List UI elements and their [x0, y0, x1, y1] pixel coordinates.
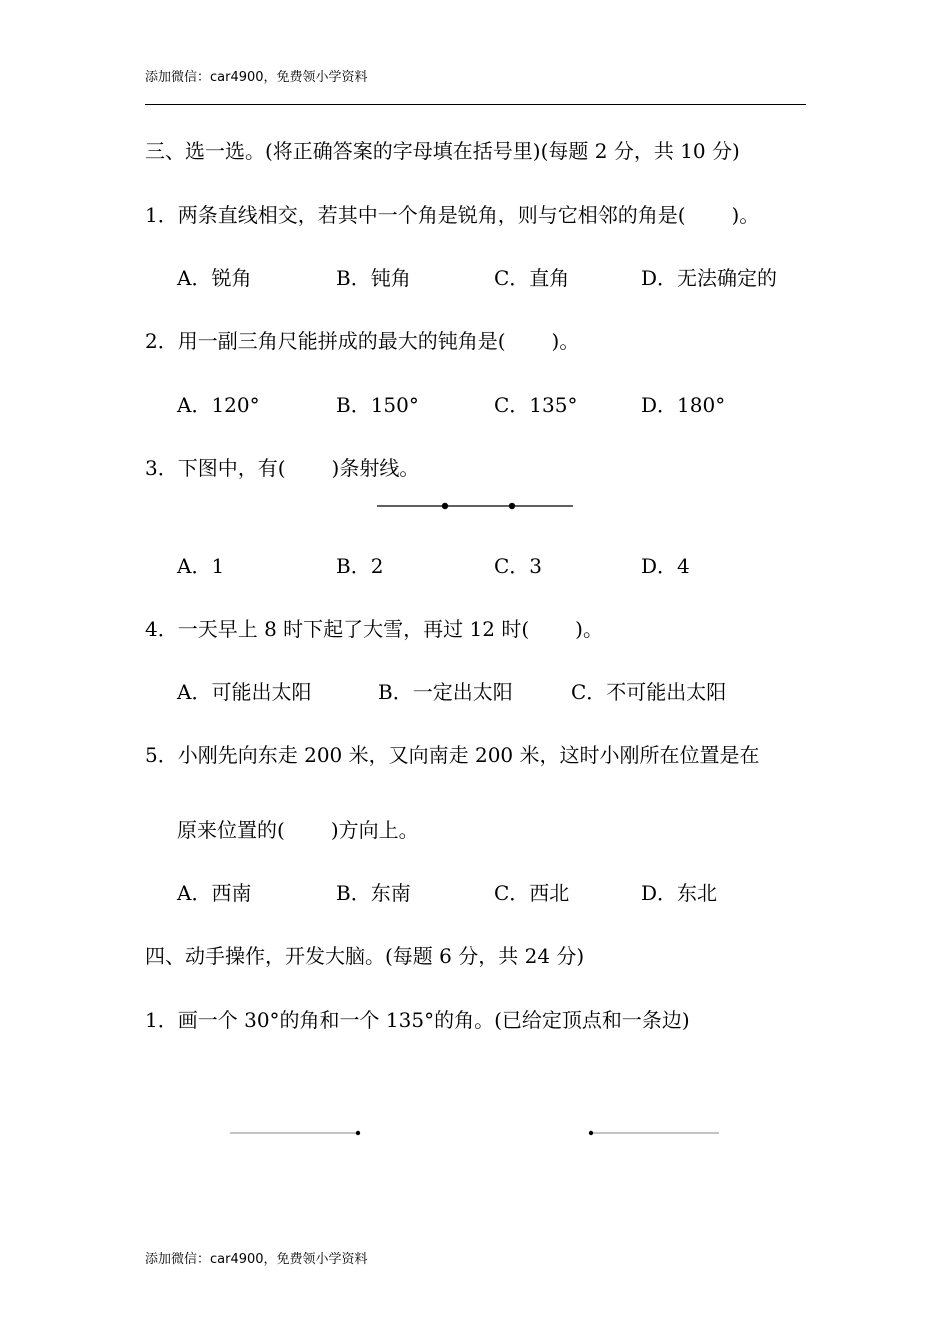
- question-number: 3．: [145, 456, 178, 480]
- question-number: 1．: [145, 203, 178, 227]
- option-a: A．可能出太阳: [177, 680, 312, 704]
- option-a: A．西南: [177, 881, 252, 905]
- angle-1-vertex: [356, 1131, 360, 1135]
- question-text-end: )。: [575, 617, 603, 641]
- option-b: B．钝角: [336, 266, 411, 290]
- question-text: 画一个 30°的角和一个 135°的角。(已给定顶点和一条边): [177, 1008, 690, 1032]
- question-text: 小刚先向东走 200 米，又向南走 200 米，这时小刚所在位置是在: [177, 743, 760, 767]
- option-d: D．180°: [641, 393, 726, 417]
- question-text-end: )。: [731, 203, 760, 227]
- option-c: C．不可能出太阳: [571, 680, 727, 704]
- question-number: 1．: [145, 1008, 178, 1032]
- page-header: 添加微信：car4900，免费领小学资料: [145, 70, 368, 85]
- angle-2-vertex: [589, 1131, 593, 1135]
- question-text-end: )。: [551, 329, 580, 353]
- option-a: A．锐角: [177, 266, 252, 290]
- option-c: C．135°: [494, 393, 578, 417]
- option-d: D．东北: [641, 881, 718, 905]
- option-b: B．东南: [336, 881, 411, 905]
- question-number: 4．: [145, 617, 178, 641]
- question-text: 原来位置的(: [177, 818, 285, 842]
- option-a: A．120°: [177, 393, 260, 417]
- question-text: 用一副三角尺能拼成的最大的钝角是(: [177, 329, 506, 353]
- section-3-title: 三、选一选。(将正确答案的字母填在括号里)(每题 2 分，共 10 分): [145, 139, 740, 163]
- option-d: D．4: [641, 554, 690, 578]
- option-c: C．西北: [494, 881, 570, 905]
- question-number: 5．: [145, 743, 178, 767]
- option-c: C．3: [494, 554, 543, 578]
- option-b: B．一定出太阳: [378, 680, 513, 704]
- page-footer: 添加微信：car4900，免费领小学资料: [145, 1252, 368, 1267]
- option-b: B．150°: [336, 393, 419, 417]
- question-text: 一天早上 8 时下起了大雪，再过 12 时(: [177, 617, 530, 641]
- question-text-end: )条射线。: [331, 456, 420, 480]
- question-number: 2．: [145, 329, 178, 353]
- option-a: A．1: [177, 554, 225, 578]
- option-d: D．无法确定的: [641, 266, 778, 290]
- question-text: 下图中，有(: [177, 456, 286, 480]
- question-text: 两条直线相交，若其中一个角是锐角，则与它相邻的角是(: [177, 203, 686, 227]
- option-c: C．直角: [494, 266, 570, 290]
- section-4-title: 四、动手操作，开发大脑。(每题 6 分，共 24 分): [145, 944, 585, 968]
- question-text-end: )方向上。: [330, 818, 419, 842]
- option-b: B．2: [336, 554, 384, 578]
